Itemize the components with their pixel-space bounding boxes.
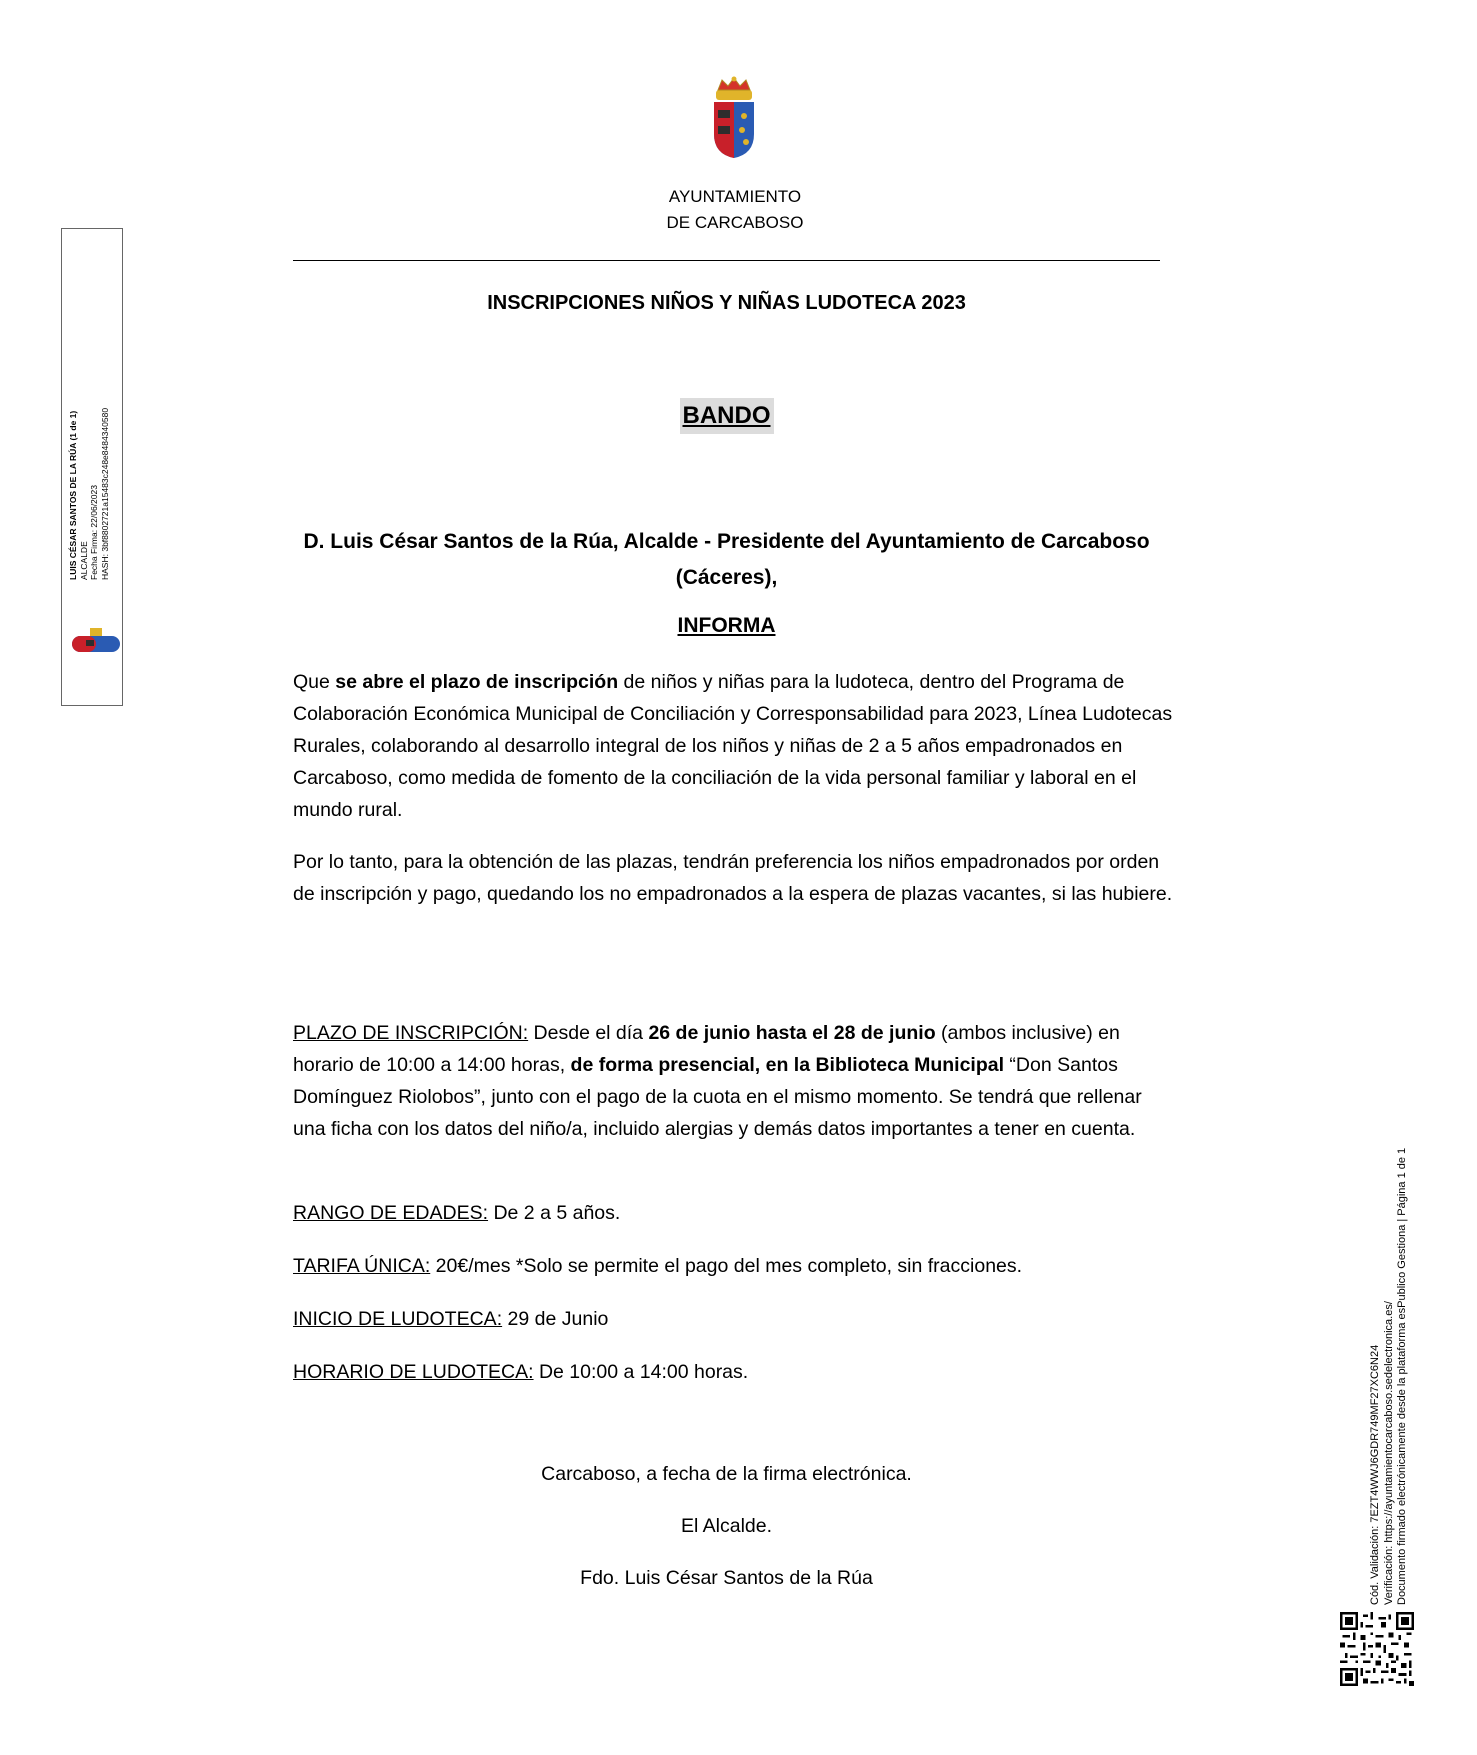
closing-place-date: Carcaboso, a fecha de la firma electrónica.: [541, 1463, 912, 1485]
mayor-line-1: D. Luis César Santos de la Rúa, Alcalde - Presidente del Ayuntamiento de Carcaboso: [303, 530, 1150, 553]
plazo-label: PLAZO DE INSCRIPCIÓN:: [293, 1022, 529, 1044]
mayor-heading: [293, 524, 1160, 596]
verification-code: Cód. Validación: 7EZT4WWJ6GDR749MF27XC6N24: [1369, 1344, 1381, 1605]
plazo-section: [293, 1017, 1173, 1145]
plazo-text: (ambos inclusive) en horario de 10:00 a 14:00 horas,: [293, 1022, 1120, 1076]
plazo-dates: 26 de junio hasta el 28 de junio: [648, 1022, 936, 1044]
tarifa-section: [293, 1250, 1173, 1282]
header-divider: [293, 260, 1160, 261]
tarifa-label: TARIFA ÚNICA:: [293, 1255, 431, 1277]
plazo-text: Desde el día: [528, 1022, 649, 1044]
document-title: INSCRIPCIONES NIÑOS Y NIÑAS LUDOTECA 2023: [487, 292, 966, 314]
mayor-line-2: (Cáceres),: [675, 566, 778, 589]
rango-label: RANGO DE EDADES:: [293, 1202, 489, 1224]
horario-value: De 10:00 a 14:00 horas.: [533, 1361, 749, 1383]
org-line-2: DE CARCABOSO: [666, 213, 804, 232]
verification-text: [1369, 1085, 1413, 1605]
plazo-text: “Don Santos Domínguez Riolobos”, junto con el pago de la cuota en el mismo momento. Se tendrá que rellenar una ficha con los datos del niño/a, incluido alergias y demás datos importantes a tener en cuenta.: [293, 1054, 1142, 1140]
qr-code-icon: [1340, 1612, 1414, 1686]
rango-section: [293, 1197, 1173, 1229]
rango-value: De 2 a 5 años.: [488, 1202, 621, 1224]
verification-note: Documento firmado electrónicamente desde la plataforma esPublico Gestiona | Página 1 de 1: [1396, 1147, 1408, 1605]
informa-heading: INFORMA: [677, 614, 776, 637]
inicio-section: [293, 1303, 1173, 1335]
paragraph-preference: Por lo tanto, para la obtención de las plazas, tendrán preferencia los niños empadronados por orden de inscripción y pago, quedando los no empadronados a la espera de plazas vacantes, si las hubiere.: [293, 851, 1173, 905]
paragraph-bold: se abre el plazo de inscripción: [335, 671, 619, 693]
paragraph-text: de niños y niñas para la ludoteca, dentro del Programa de Colaboración Económica Municipal de Conciliación y Corresponsabilidad para 2023, Línea Ludotecas Rurales, colaborando al desarrollo integral de los niños y niñas de 2 a 5 años empadronados en Carcaboso, como medida de fomento de la conciliación de la vida personal familiar y laboral en el mundo rural.: [293, 671, 1173, 821]
plazo-location: de forma presencial, en la Biblioteca Municipal: [570, 1054, 1005, 1076]
paragraph-inscription: [293, 666, 1173, 826]
inicio-label: INICIO DE LUDOTECA:: [293, 1308, 503, 1330]
verification-url: Verificación: https://ayuntamientocarcaboso.sedelectronica.es/: [1382, 1301, 1395, 1605]
stamp-signer: LUIS CÉSAR SANTOS DE LA RÚA (1 de 1): [68, 410, 78, 580]
stamp-role: ALCALDE: [78, 541, 89, 580]
stamp-date: Fecha Firma: 22/06/2023: [89, 485, 99, 580]
horario-section: [293, 1356, 1173, 1388]
bando-heading: BANDO: [680, 398, 774, 434]
inicio-value: 29 de Junio: [502, 1308, 609, 1330]
coat-of-arms-icon: [710, 76, 758, 160]
stamp-hash: HASH: 3bf8802721a15483c248e8484340580: [99, 407, 110, 580]
org-line-1: AYUNTAMIENTO: [668, 187, 802, 206]
closing-role: El Alcalde.: [680, 1515, 773, 1537]
paragraph-text: Que: [293, 671, 336, 693]
closing-signature: Fdo. Luis César Santos de la Rúa: [580, 1567, 873, 1589]
organization-name: [560, 184, 910, 236]
stamp-crest-icon: [72, 626, 120, 656]
bando-heading-wrap: [293, 398, 1160, 434]
signature-stamp-text: [68, 370, 112, 580]
tarifa-value: 20€/mes *Solo se permite el pago del mes completo, sin fracciones.: [430, 1255, 1023, 1277]
horario-label: HORARIO DE LUDOTECA:: [293, 1361, 534, 1383]
